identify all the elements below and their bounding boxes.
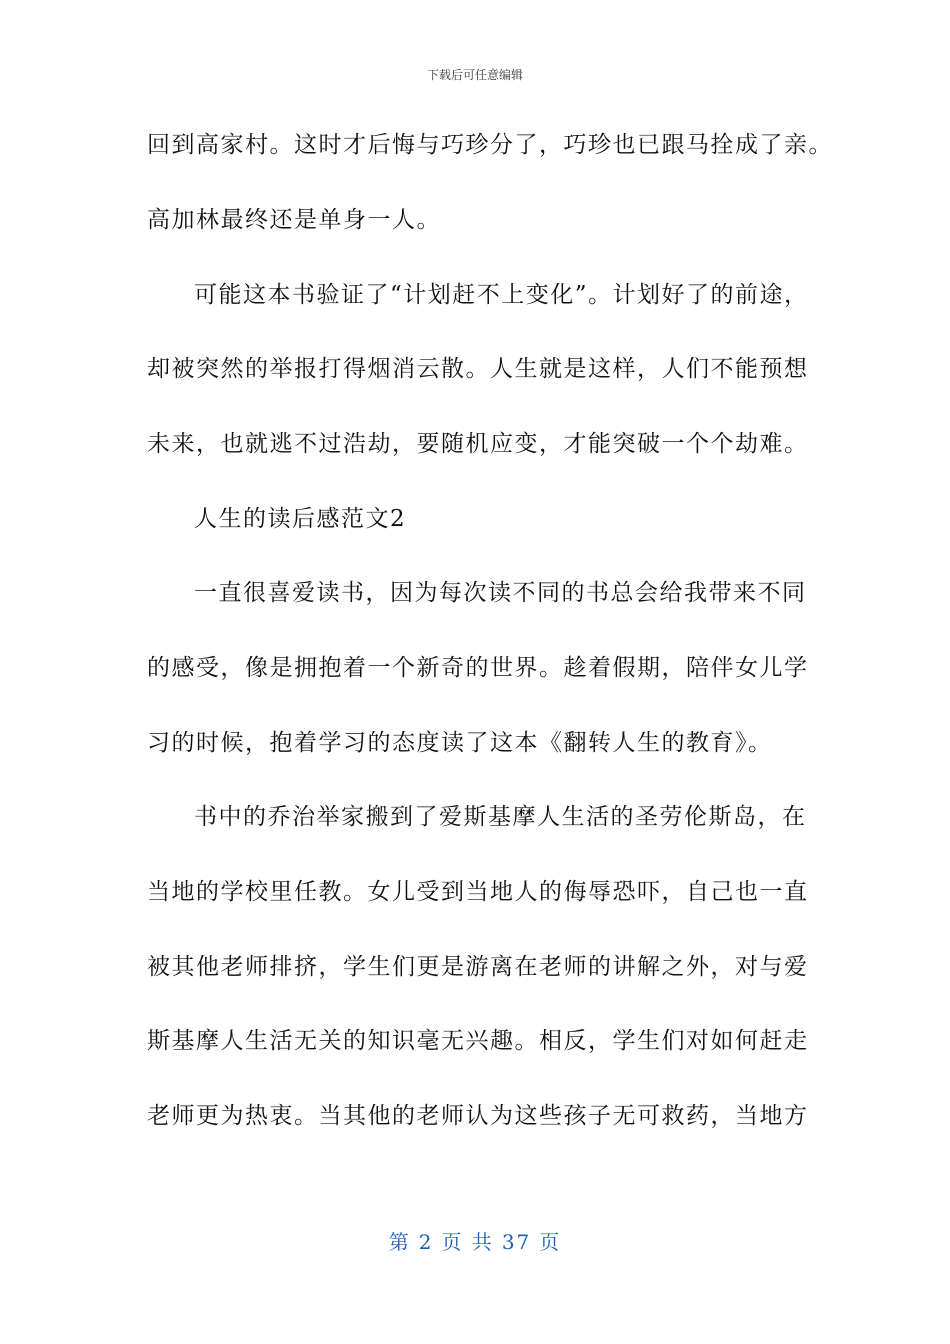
body-line: 老师更为热衷。当其他的老师认为这些孩子无可救药，当地方	[147, 1103, 809, 1129]
body-line: 斯基摩人生活无关的知识毫无兴趣。相反，学生们对如何赶走	[147, 1028, 809, 1054]
body-line: 回到高家村。这时才后悔与巧珍分了，巧珍也已跟马拴成了亲。	[147, 132, 833, 158]
body-line: 习的时候，抱着学习的态度读了这本《翻转人生的教育》。	[147, 730, 773, 756]
body-line: 书中的乔治举家搬到了爱斯基摩人生活的圣劳伦斯岛，在	[194, 804, 807, 830]
page-footer	[0, 1226, 950, 1255]
section-heading: 人生的读后感范文2	[194, 506, 407, 532]
body-line: 一直很喜爱读书，因为每次读不同的书总会给我带来不同	[194, 580, 807, 606]
footer-total-pages: 37	[501, 1230, 532, 1254]
body-line: 可能这本书验证了“计划赶不上变化”。计划好了的前途，	[194, 282, 809, 308]
body-line: 未来，也就逃不过浩劫，要随机应变，才能突破一个个劫难。	[147, 431, 809, 457]
footer-page-number: 2	[418, 1230, 434, 1254]
footer-prefix: 第	[388, 1230, 411, 1254]
body-line: 高加林最终还是单身一人。	[147, 207, 441, 233]
body-line: 被其他老师排挤，学生们更是游离在老师的讲解之外，对与爱	[147, 954, 809, 980]
body-line: 的感受，像是拥抱着一个新奇的世界。趁着假期，陪伴女儿学	[147, 655, 809, 681]
footer-suffix: 页	[539, 1230, 562, 1254]
footer-middle: 页 共	[441, 1230, 494, 1254]
body-line: 当地的学校里任教。女儿受到当地人的侮辱恐吓，自己也一直	[147, 879, 809, 905]
page-header: 下载后可任意编辑	[426, 68, 523, 82]
body-line: 却被突然的举报打得烟消云散。人生就是这样，人们不能预想	[147, 356, 809, 382]
